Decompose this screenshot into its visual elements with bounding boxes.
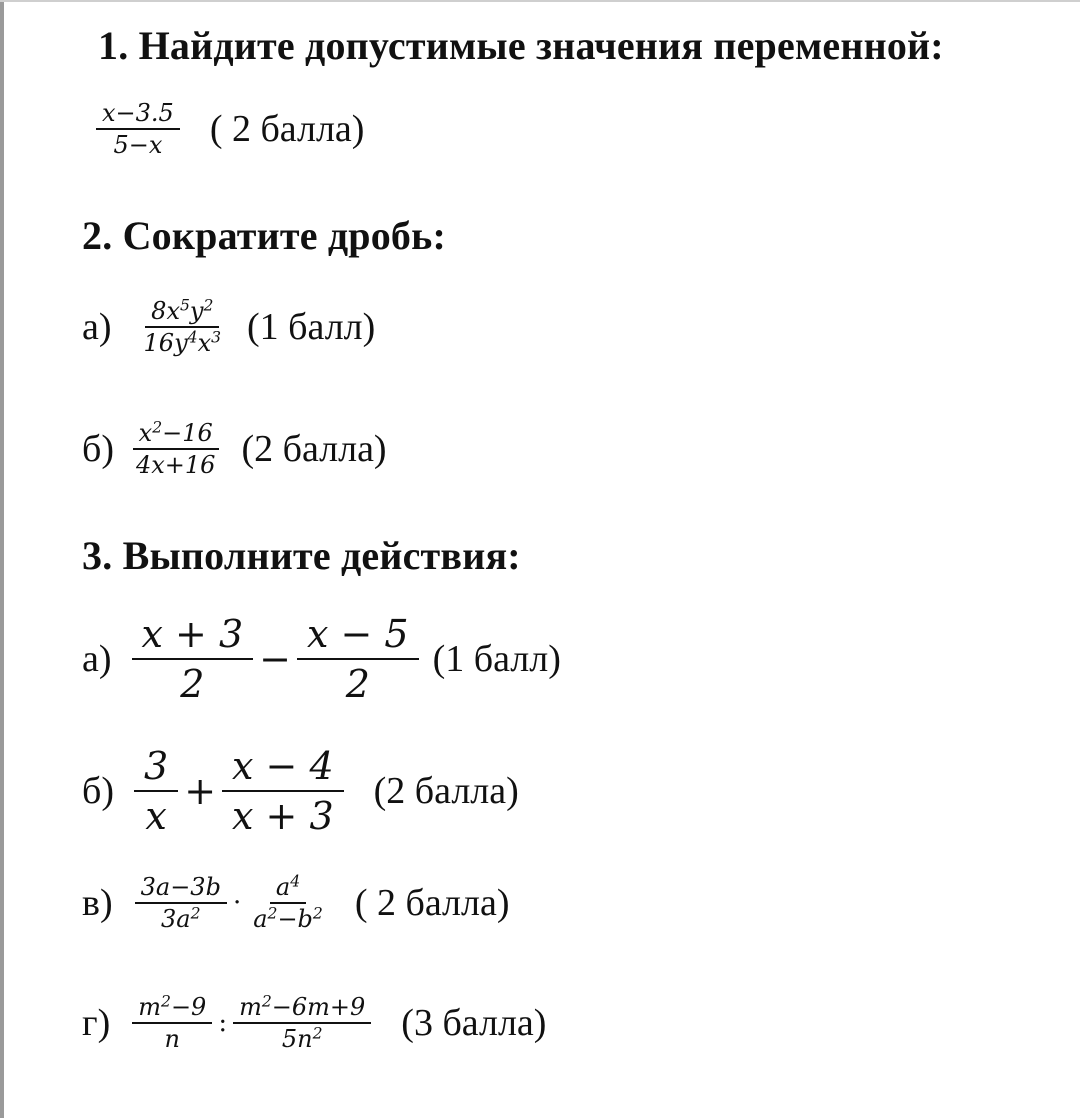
task3v-f1-denominator: $3a^2$ — [161, 904, 201, 933]
task3a-f1-numerator: x + 3 — [132, 610, 254, 660]
task3g-f2-denominator: $5n^2$ — [281, 1024, 323, 1053]
task1-heading — [98, 22, 944, 69]
task3a-operator: − — [259, 637, 291, 681]
task2-heading — [82, 212, 446, 259]
task3a-f2-denominator: 2 — [345, 662, 370, 706]
task1-denominator: 5−x — [113, 131, 163, 159]
task3g-operator: : — [218, 1008, 228, 1038]
task2a-points: (1 балл) — [247, 306, 376, 348]
task2b-points: (2 балла) — [241, 428, 387, 470]
task3v-operator: · — [232, 888, 242, 918]
task3g-row — [82, 992, 546, 1054]
task3-heading-text: 3. Выполните действия: — [82, 533, 521, 578]
task3b-fraction-1 — [134, 742, 178, 840]
task1-heading-text: 1. Найдите допустимые значения переменной: — [98, 23, 944, 68]
task2b-denominator: 4x+16 — [136, 451, 216, 479]
task3b-f1-numerator: 3 — [134, 742, 178, 792]
task3b-operator: + — [184, 769, 217, 813]
task3v-label: в) — [82, 882, 113, 924]
task3v-fraction-2 — [247, 872, 329, 934]
task3g-f2-numerator: $m^2-6m+9$ — [233, 992, 371, 1024]
task3b-f1-denominator: x — [145, 794, 167, 838]
task1-points: ( 2 балла) — [209, 108, 365, 150]
task2a-numerator: $8x^5y^2$ — [145, 296, 219, 328]
task3g-f1-numerator: $m^2-9$ — [132, 992, 212, 1024]
task3a-row — [82, 610, 561, 708]
task3v-f2-numerator: $a^4$ — [270, 872, 306, 904]
task3b-f2-denominator: x + 3 — [232, 794, 334, 838]
left-border — [0, 0, 4, 1118]
task2a-denominator: $16y^4x^3$ — [143, 328, 222, 357]
task2a-fraction — [138, 296, 228, 358]
task3a-points: (1 балл) — [432, 638, 561, 680]
task3g-f1-denominator: n — [164, 1025, 181, 1053]
task3a-label: а) — [82, 638, 112, 680]
task2b-numerator: $x^2-16$ — [133, 418, 219, 450]
task3a-f1-denominator: 2 — [180, 662, 205, 706]
task3b-f2-numerator: x − 4 — [222, 742, 344, 792]
task3g-fraction-1 — [132, 992, 212, 1054]
task3b-points: (2 балла) — [373, 770, 519, 812]
task2b-fraction — [130, 418, 221, 480]
task2b-label: б) — [82, 428, 114, 470]
task3a-fraction-1 — [132, 610, 254, 708]
task1-numerator: x−3.5 — [96, 98, 180, 130]
task2a-row — [82, 296, 375, 358]
task3v-fraction-1 — [135, 872, 227, 934]
task3b-row — [82, 742, 519, 840]
task3g-fraction-2 — [233, 992, 371, 1054]
task1-expression — [96, 98, 364, 160]
task2b-row — [82, 418, 387, 480]
task3g-points: (3 балла) — [401, 1002, 547, 1044]
top-border — [0, 0, 1080, 2]
task3v-points: ( 2 балла) — [354, 882, 510, 924]
task3-heading — [82, 532, 521, 579]
task2a-label: а) — [82, 306, 112, 348]
task2-heading-text: 2. Сократите дробь: — [82, 213, 446, 258]
task3b-fraction-2 — [222, 742, 344, 840]
task3b-label: б) — [82, 770, 114, 812]
task3a-f2-numerator: x − 5 — [297, 610, 419, 660]
task1-fraction — [96, 98, 180, 160]
task3v-row — [82, 872, 509, 934]
task3v-f2-denominator: $a^2-b^2$ — [253, 904, 323, 933]
task3a-fraction-2 — [297, 610, 419, 708]
task3g-label: г) — [82, 1002, 111, 1044]
task3v-f1-numerator: 3a−3b — [135, 872, 227, 904]
